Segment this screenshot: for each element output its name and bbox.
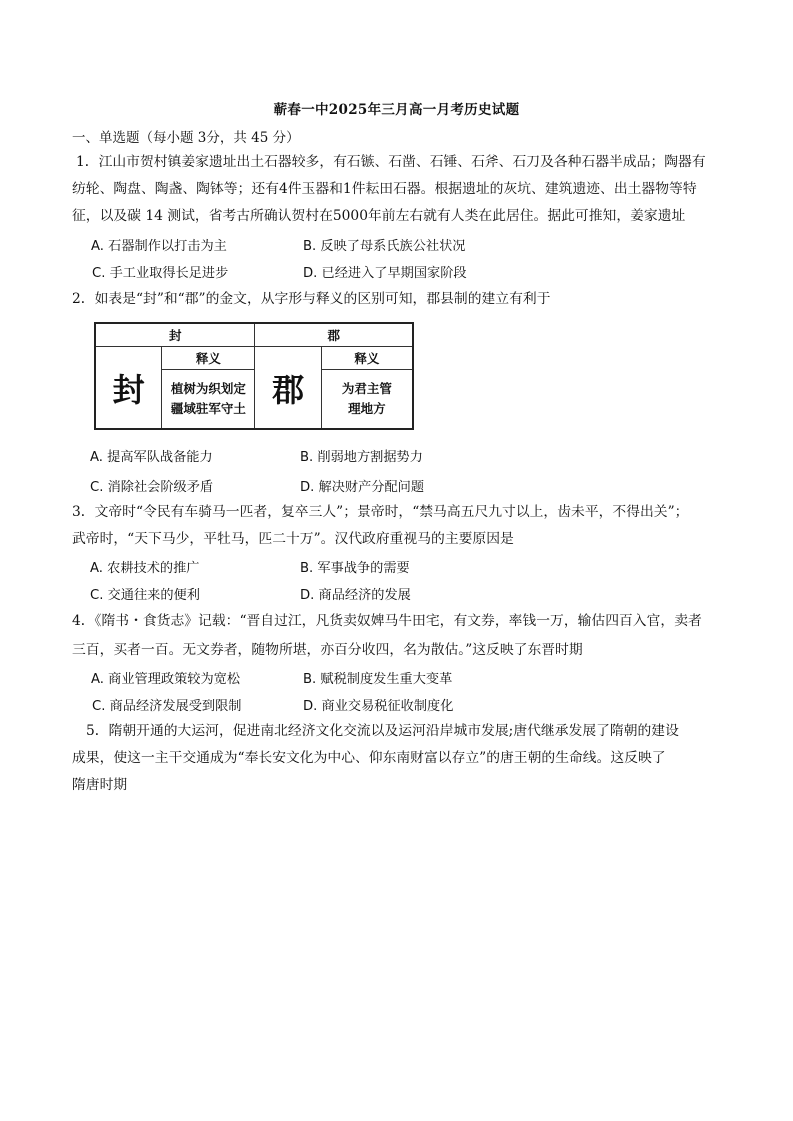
table-header-feng: 封 bbox=[95, 323, 255, 347]
jun-shiyi-header: 释义 bbox=[321, 347, 413, 370]
q2-line-1: 2．如表是“封”和“郡”的金文，从字形与释义的区别可知，郡县制的建立有利于 bbox=[72, 291, 551, 307]
jun-meaning-line-2: 理地方 bbox=[348, 401, 386, 416]
q5-line-1: 5．隋朝开通的大运河，促进南北经济文化交流以及运河沿岸城市发展;唐代继承发展了隋朝的建设 bbox=[86, 723, 679, 739]
q3-option-c: C. 交通往来的便利 bbox=[90, 588, 200, 603]
q3-option-b: B. 军事战争的需要 bbox=[300, 561, 410, 576]
section-heading: 一、单选题（每小题 3分，共 45 分） bbox=[72, 130, 300, 146]
q4-option-a: A. 商业管理政策较为宽松 bbox=[91, 672, 241, 687]
q4-line-2: 三百，买者一百。无文券者，随物所堪，亦百分收四，名为散估。”这反映了东晋时期 bbox=[72, 642, 583, 658]
q1-option-a: A. 石器制作以打击为主 bbox=[91, 239, 227, 254]
q3-line-2: 武帝时，“天下马少，平牡马，匹二十万”。汉代政府重视马的主要原因是 bbox=[72, 531, 514, 547]
feng-meaning bbox=[162, 370, 255, 430]
q1-option-b: B. 反映了母系氏族公社状况 bbox=[303, 239, 466, 254]
q1-option-c: C. 手工业取得长足进步 bbox=[92, 266, 229, 281]
jun-meaning-line-1: 为君主管 bbox=[341, 381, 392, 396]
feng-jinwen-glyph: 封 bbox=[112, 370, 145, 409]
jinwen-table bbox=[94, 322, 414, 430]
q2-option-c: C. 消除社会阶级矛盾 bbox=[90, 480, 214, 495]
q4-option-d: D. 商业交易税征收制度化 bbox=[303, 699, 454, 714]
q1-option-d: D. 已经进入了早期国家阶段 bbox=[303, 266, 467, 281]
q2-option-b: B. 削弱地方割据势力 bbox=[300, 450, 423, 465]
q2-option-a: A. 提高军队战备能力 bbox=[90, 450, 213, 465]
q1-line-2: 纺轮、陶盘、陶盏、陶钵等；还有4件玉器和1件耘田石器。根据遗址的灰坑、建筑遗迹、出土器物等特 bbox=[72, 181, 697, 197]
feng-meaning-line-2: 疆域驻军守土 bbox=[170, 401, 246, 416]
q3-option-a: A. 农耕技术的推广 bbox=[90, 561, 200, 576]
q2-option-d: D. 解决财产分配问题 bbox=[300, 480, 425, 495]
q1-line-3: 征，以及碳 14 测试，省考古所确认贺村在5000年前左右就有人类在此居住。据此可推知，姜家遗址 bbox=[72, 208, 686, 224]
q1-line-1: 1．江山市贺村镇姜家遗址出土石器较多，有石镞、石凿、石锤、石斧、石刀及各种石器半成品；陶器有 bbox=[76, 154, 706, 170]
q5-line-2: 成果，使这一主干交通成为“奉长安文化为中心、仰东南财富以存立”的唐王朝的生命线。这反映了 bbox=[72, 750, 666, 766]
jun-meaning bbox=[321, 370, 413, 430]
q3-line-1: 3．文帝时“令民有车骑马一匹者，复卒三人”；景帝时，“禁马高五尺九寸以上，齿未平，不得出关”； bbox=[72, 504, 689, 520]
feng-meaning-line-1: 植树为织划定 bbox=[170, 381, 246, 396]
q4-line-1: 4．《隋书・食货志》记载：“晋自过江，凡货卖奴婢马牛田宅，有文券，率钱一万，输估四百入官，卖者 bbox=[72, 613, 702, 629]
jun-glyph-cell bbox=[255, 347, 321, 430]
feng-glyph-cell bbox=[95, 347, 162, 430]
q5-line-3: 隋唐时期 bbox=[72, 777, 128, 793]
q4-option-b: B. 赋税制度发生重大变革 bbox=[303, 672, 453, 687]
q3-option-d: D. 商品经济的发展 bbox=[300, 588, 411, 603]
table-header-jun: 郡 bbox=[255, 323, 413, 347]
feng-shiyi-header: 释义 bbox=[162, 347, 255, 370]
jun-jinwen-glyph: 郡 bbox=[272, 370, 305, 409]
exam-title: 蕲春一中2025年三月高一月考历史试题 bbox=[273, 102, 520, 118]
q4-option-c: C. 商品经济发展受到限制 bbox=[92, 699, 242, 714]
